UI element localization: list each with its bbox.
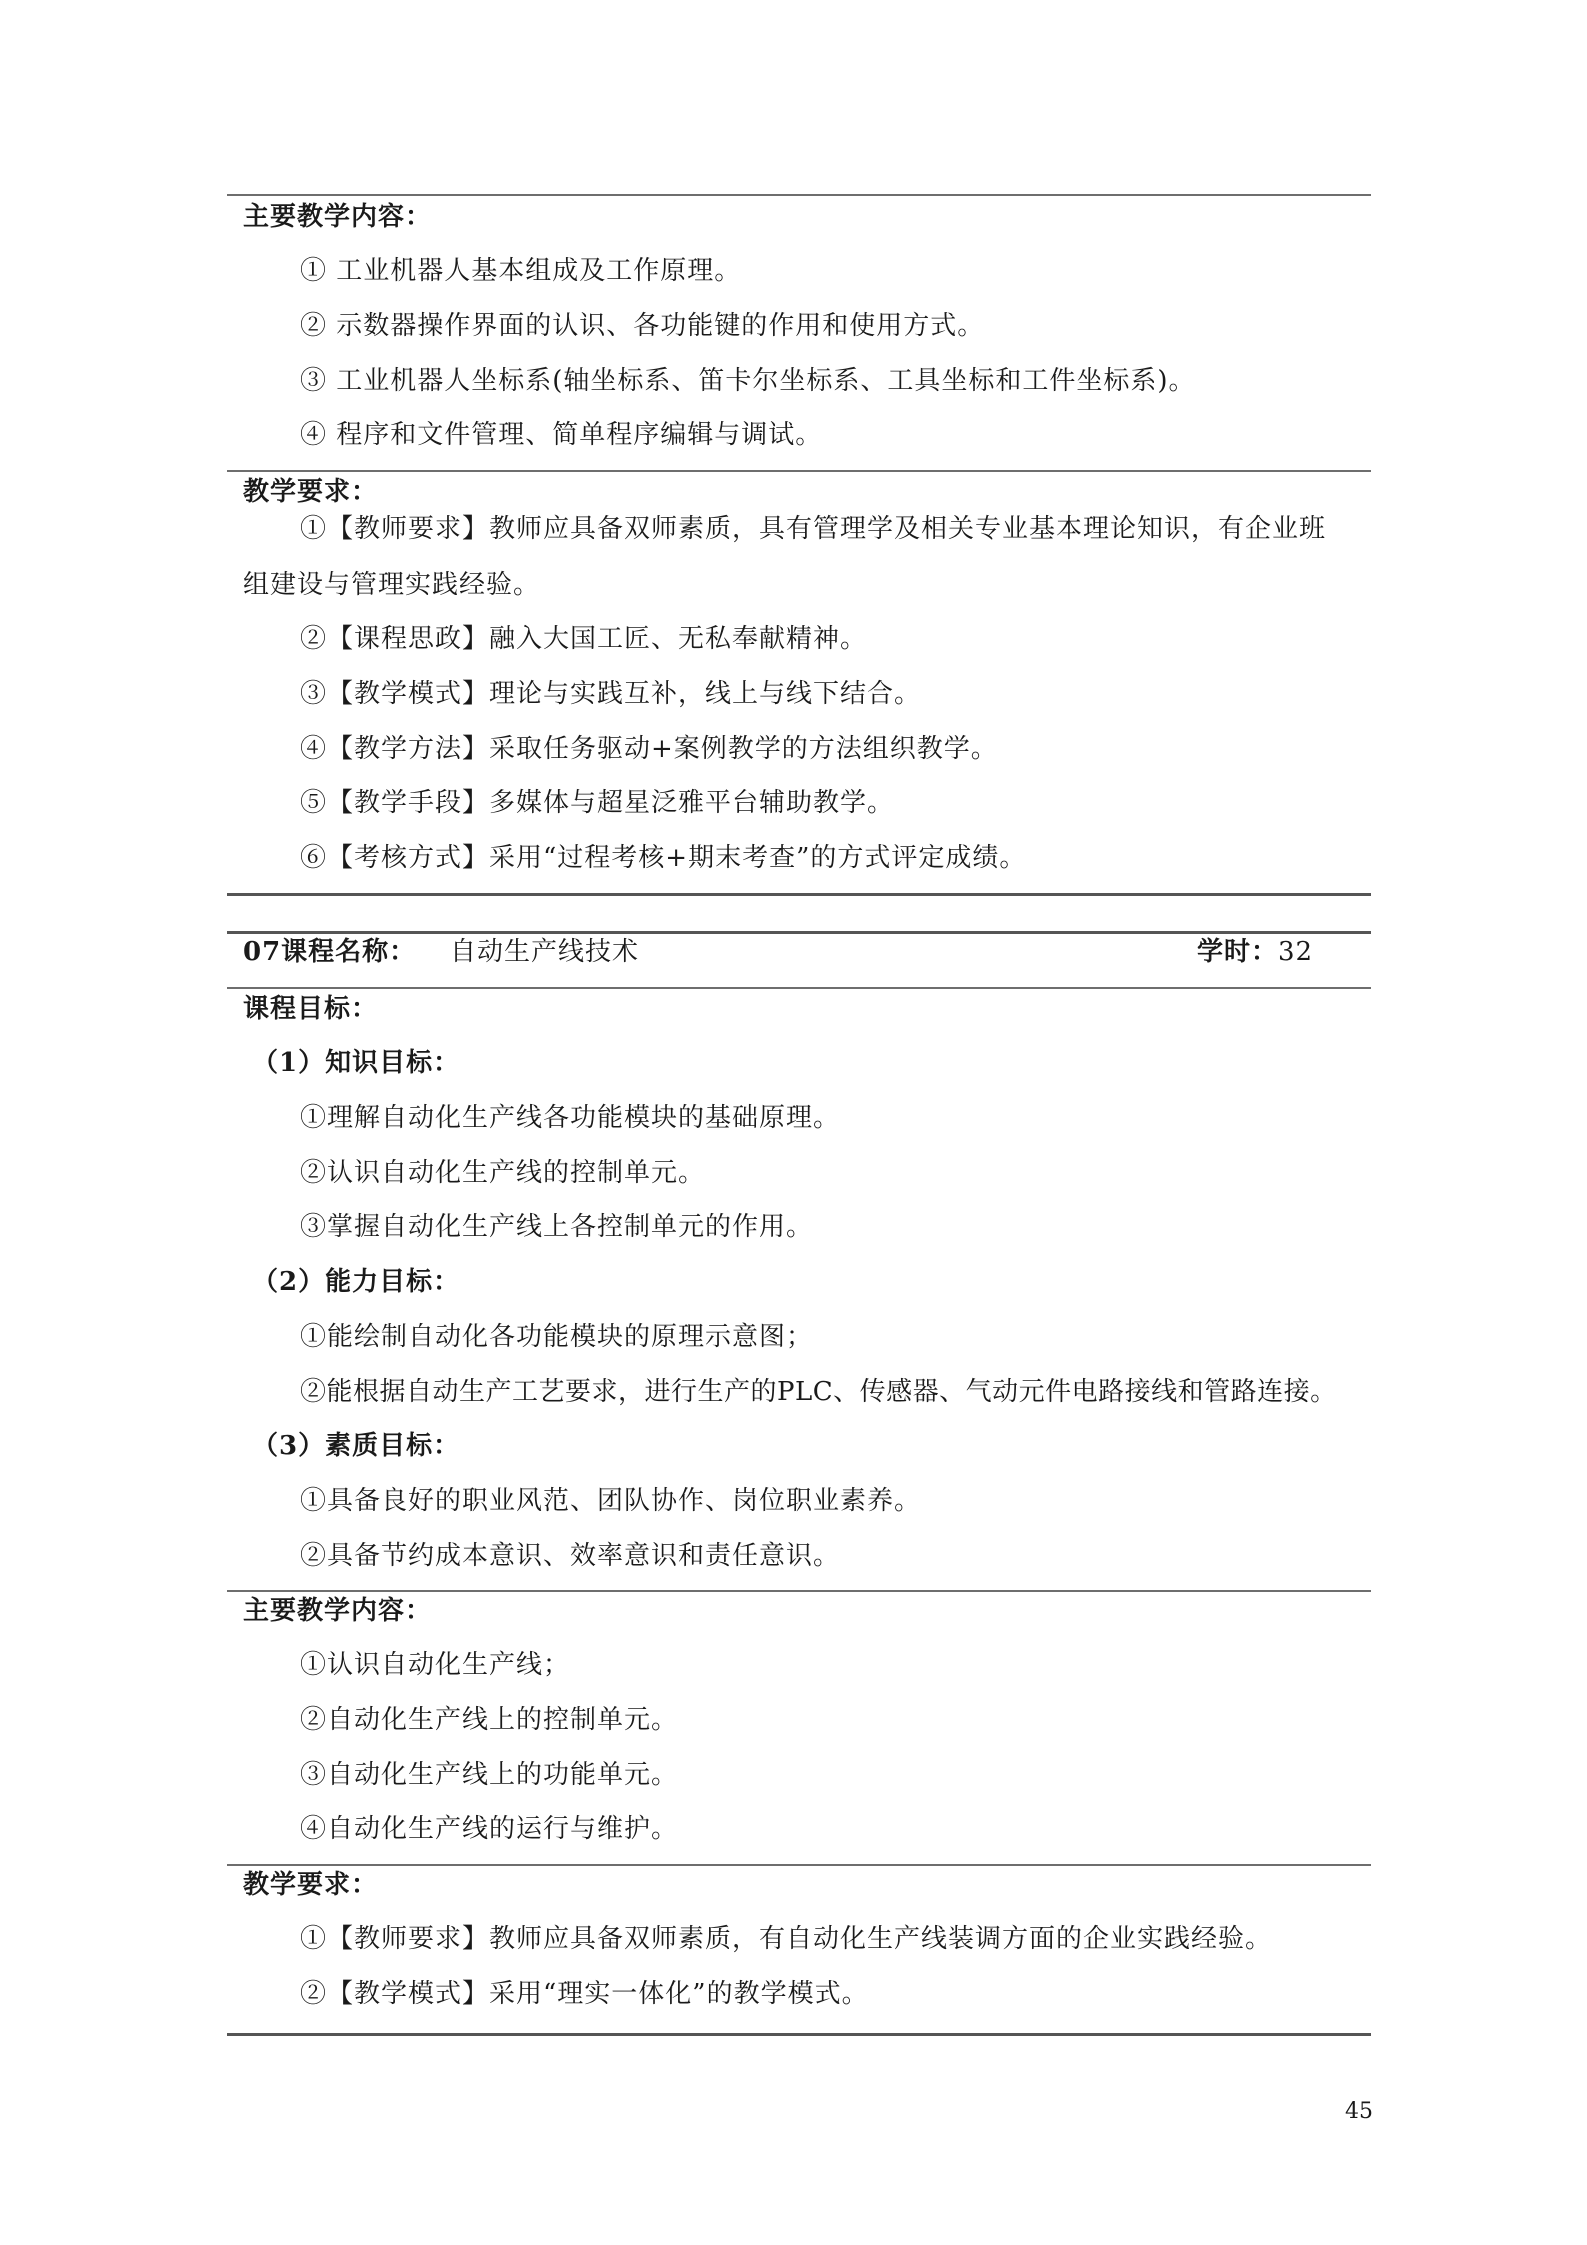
ability-goal-item: ②能根据自动生产工艺要求，进行生产的PLC、传感器、气动元件电路接线和管路连接。 <box>300 1377 1337 1407</box>
quality-goal-item: ②具备节约成本意识、效率意识和责任意识。 <box>300 1541 841 1571</box>
quality-goal-heading: （3）素质目标： <box>252 1431 461 1461</box>
requirement-item: ④【教学方法】采取任务驱动+案例教学的方法组织教学。 <box>300 734 998 764</box>
requirements-heading: 教学要求： <box>243 477 379 507</box>
section-divider <box>227 1864 1371 1866</box>
course-header-rule <box>227 931 1371 934</box>
requirement-item: ②【教学模式】采用“理实一体化”的教学模式。 <box>300 1979 869 2009</box>
course-goal-heading: 课程目标： <box>243 994 379 1024</box>
ability-goal-item: ①能绘制自动化各功能模块的原理示意图； <box>300 1322 814 1352</box>
course-name-label: 07课程名称： <box>243 937 417 967</box>
requirement-item: ①【教师要求】教师应具备双师素质，有自动化生产线装调方面的企业实践经验。 <box>300 1924 1273 1954</box>
content-item: ①认识自动化生产线； <box>300 1650 571 1680</box>
requirement-item: ⑤【教学手段】多媒体与超星泛雅平台辅助教学。 <box>300 788 895 818</box>
requirement-item: ⑥【考核方式】采用“过程考核+期末考查”的方式评定成绩。 <box>300 843 1027 873</box>
course-hours <box>1197 935 1313 969</box>
course-name-value: 自动生产线技术 <box>450 937 640 967</box>
knowledge-goal-item: ②认识自动化生产线的控制单元。 <box>300 1158 706 1188</box>
requirement-item: ①【教师要求】教师应具备双师素质，具有管理学及相关专业基本理论知识，有企业班 <box>300 514 1327 544</box>
knowledge-goal-item: ③掌握自动化生产线上各控制单元的作用。 <box>300 1212 814 1242</box>
content-item: ② 示数器操作界面的认识、各功能键的作用和使用方式。 <box>300 311 985 341</box>
section-end-rule <box>227 2033 1371 2036</box>
section-end-rule <box>227 893 1371 896</box>
course-header-bottom-rule <box>227 987 1371 989</box>
section-divider <box>227 470 1371 472</box>
ability-goal-heading: （2）能力目标： <box>252 1267 461 1297</box>
content-item: ④自动化生产线的运行与维护。 <box>300 1814 679 1844</box>
requirement-item: ③【教学模式】理论与实践互补，线上与线下结合。 <box>300 679 922 709</box>
content-item: ②自动化生产线上的控制单元。 <box>300 1705 679 1735</box>
hours-label: 学时： <box>1197 937 1279 967</box>
knowledge-goal-item: ①理解自动化生产线各功能模块的基础原理。 <box>300 1103 841 1133</box>
requirements-heading: 教学要求： <box>243 1870 379 1900</box>
content-item: ① 工业机器人基本组成及工作原理。 <box>300 256 742 286</box>
top-rule <box>227 194 1371 196</box>
content-heading: 主要教学内容： <box>243 1596 433 1626</box>
content-item: ③自动化生产线上的功能单元。 <box>300 1760 679 1790</box>
quality-goal-item: ①具备良好的职业风范、团队协作、岗位职业素养。 <box>300 1486 922 1516</box>
section-divider <box>227 1590 1371 1592</box>
hours-value: 32 <box>1278 937 1314 967</box>
content-item: ③ 工业机器人坐标系(轴坐标系、笛卡尔坐标系、工具坐标和工件坐标系)。 <box>300 366 1196 396</box>
page-number: 45 <box>1345 2099 1373 2124</box>
requirement-item: ②【课程思政】融入大国工匠、无私奉献精神。 <box>300 624 868 654</box>
content-item: ④ 程序和文件管理、简单程序编辑与调试。 <box>300 420 823 450</box>
content-heading: 主要教学内容： <box>243 202 433 232</box>
knowledge-goal-heading: （1）知识目标： <box>252 1048 461 1078</box>
requirement-item-continued: 组建设与管理实践经验。 <box>243 570 541 600</box>
